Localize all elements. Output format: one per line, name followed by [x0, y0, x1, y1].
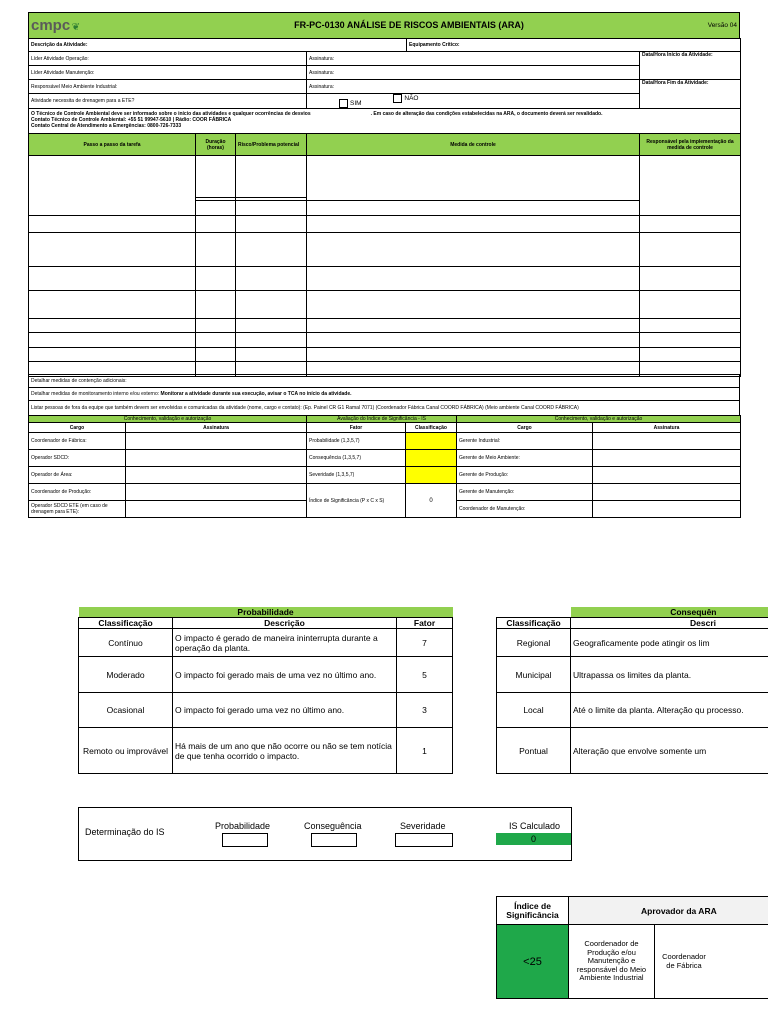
col-factor: Fator [397, 618, 453, 629]
consequence-description: Geograficamente pode atingir os lim [571, 629, 768, 657]
leader-operation-field[interactable]: Líder Atividade Operação: [29, 52, 307, 66]
probability-title: Probabilidade [79, 607, 453, 618]
page-title: FR-PC-0130 ANÁLISE DE RISCOS AMBIENTAIS (ARA) [143, 13, 675, 39]
signature-cell[interactable] [126, 467, 307, 484]
consequence-description: Ultrapassa os limites da planta. [571, 657, 768, 693]
probability-description: O impacto foi gerado uma vez no último ano. [173, 693, 397, 728]
consequence-description: Alteração que envolve somente um [571, 728, 768, 774]
approver-row: Coordenador de Produção: [29, 484, 126, 501]
left-section-title: Conhecimento, validação e autorização [29, 416, 307, 423]
signature-cell[interactable] [126, 501, 307, 518]
consequence-class: Municipal [497, 657, 571, 693]
logo-text: cmpc [31, 17, 71, 34]
significance-value: 0 [406, 484, 457, 518]
col-factor: Fator [307, 423, 406, 433]
col-classification: Classificação [406, 423, 457, 433]
approver-row: Operador SDCD: [29, 450, 126, 467]
col-control: Medida de controle [307, 134, 640, 156]
probability-input[interactable] [222, 833, 268, 847]
leader-maintenance-field[interactable]: Líder Atividade Manutenção: [29, 66, 307, 80]
col-description: Descri [571, 618, 768, 629]
form-header [28, 12, 740, 39]
signature-cell[interactable] [126, 433, 307, 450]
signature-cell[interactable] [593, 433, 741, 450]
start-datetime-field[interactable]: Data/Hora Início da Atividade: [640, 52, 741, 80]
containment-field[interactable]: Detalhar medidas de contenção adicionais: [29, 375, 740, 388]
version-label: Versão 04 [675, 13, 740, 39]
approver-row: Operador SDCD ETE (em caso de drenagem para ETE): [29, 501, 126, 518]
monitoring-field[interactable]: Detalhar medidas de monitoramento interno e/ou externo: Monitorar a atividade durante sua execução, avisar o TCA no início da atividade. [29, 388, 740, 401]
factor-probability: Probabilidade (1,3,5,7) [307, 433, 406, 450]
probability-factor: 3 [397, 693, 453, 728]
env-responsible-field[interactable]: Responsável Meio Ambiente Industrial: [29, 80, 307, 94]
probability-label: Probabilidade [215, 821, 271, 831]
logo [29, 13, 144, 39]
approver-row: Coordenador de Fábrica: [29, 433, 126, 450]
classification-severity-input[interactable] [406, 467, 457, 484]
approver-row: Gerente de Meio Ambiente: [457, 450, 593, 467]
is-calculated-label: IS Calculado [509, 821, 561, 831]
signature-cell[interactable] [126, 484, 307, 501]
no-checkbox[interactable] [393, 94, 402, 103]
approver-table [496, 896, 768, 999]
form-sheet [28, 12, 740, 518]
signature-cell[interactable] [593, 450, 741, 467]
approver-row: Gerente de Produção: [457, 467, 593, 484]
signature-operation-field[interactable]: Assinatura: [307, 52, 640, 66]
approver-row: Operador de Área: [29, 467, 126, 484]
middle-section-title: Avaliação do Índice de Significância - IS [307, 416, 457, 423]
signature-cell[interactable] [593, 501, 741, 518]
is-determination-box [78, 807, 572, 861]
signature-env-field[interactable]: Assinatura: [307, 80, 640, 94]
col-signature-right: Assinatura [593, 423, 741, 433]
probability-description: O impacto é gerado de maneira ininterrupta durante a operação da planta. [173, 629, 397, 657]
col-classification: Classificação [497, 618, 571, 629]
yes-checkbox[interactable] [339, 99, 348, 108]
probability-class: Contínuo [79, 629, 173, 657]
consequence-class: Local [497, 693, 571, 728]
col-cargo-right: Cargo [457, 423, 593, 433]
probability-factor: 5 [397, 657, 453, 693]
leaf-icon: ❦ [71, 22, 80, 33]
drainage-no-option[interactable]: NÃO [393, 94, 418, 103]
severity-input[interactable] [395, 833, 453, 847]
critical-equipment-field[interactable]: Equipamento Crítico: [407, 39, 741, 52]
probability-class: Ocasional [79, 693, 173, 728]
consequence-class: Regional [497, 629, 571, 657]
activity-info [28, 38, 741, 134]
col-classification: Classificação [79, 618, 173, 629]
task-table-header [29, 134, 741, 156]
is-calculated-value: 0 [496, 833, 571, 845]
consequence-title: Consequên [571, 607, 768, 618]
approver-table-viewport [496, 896, 768, 1000]
col-cargo-left: Cargo [29, 423, 126, 433]
right-section-title: Conhecimento, validação e autorização [457, 416, 741, 423]
col-risk: Risco/Problema potencial [236, 134, 307, 156]
probability-description: O impacto foi gerado mais de uma vez no último ano. [173, 657, 397, 693]
consequence-input[interactable] [311, 833, 357, 847]
task-table [28, 133, 741, 156]
col-signature-left: Assinatura [126, 423, 307, 433]
probability-factor: 7 [397, 629, 453, 657]
end-datetime-field[interactable]: Data/Hora Fim da Atividade: [640, 80, 741, 109]
classification-probability-input[interactable] [406, 433, 457, 450]
approver-secondary: Coordenador de Fábrica [655, 925, 768, 999]
task-table-body [28, 155, 740, 376]
index-header: Índice de Significância [497, 897, 569, 925]
signature-cell[interactable] [593, 467, 741, 484]
col-duration: Duração (horas) [196, 134, 236, 156]
approver-row: Coordenador de Manutenção: [457, 501, 593, 518]
approver-primary: Coordenador de Produção e/ou Manutenção e responsável do Meio Ambiente Industrial [569, 925, 655, 999]
approver-row: Gerente de Manutenção: [457, 484, 593, 501]
signature-cell[interactable] [593, 484, 741, 501]
factor-consequence: Consequência (1,3,5,7) [307, 450, 406, 467]
notice-block: O Técnico de Controle Ambiental deve ser informado sobre o início das atividades e qualquer ocorrências de desvios . Em caso de alteração das condições estabelecidas na ARA, o documento deverá ser revalidado. Contato Técnico de Controle Ambiental: +55 51 99947-5610 | Rádio: COOR FÁBRICA Contato Central de Atendimento a Emergências: 0800-726-7333 [29, 109, 741, 134]
classification-consequence-input[interactable] [406, 450, 457, 467]
consequence-description: Até o limite da planta. Alteração qu processo. [571, 693, 768, 728]
probability-class: Remoto ou improvável [79, 728, 173, 774]
probability-class: Moderado [79, 657, 173, 693]
drainage-question: Atividade necessita de drenagem para a ETE? [29, 94, 307, 109]
approval-table [28, 415, 741, 518]
probability-description: Há mais de um ano que não ocorre ou não se tem notícia de que tenha ocorrido o impacto. [173, 728, 397, 774]
consequence-table [496, 607, 768, 774]
consequence-table-viewport [496, 607, 768, 787]
drainage-yes-option[interactable]: SIM [339, 99, 362, 108]
drainage-options [307, 94, 640, 109]
col-description: Descrição [173, 618, 397, 629]
col-responsible: Responsável pela implementação da medida de controle [640, 134, 741, 156]
activity-description-field[interactable]: Descrição da Atividade: [29, 39, 407, 52]
consequence-label: Conseguência [304, 821, 362, 831]
probability-table [78, 607, 453, 774]
factor-severity: Severidade (1,3,5,7) [307, 467, 406, 484]
determination-label: Determinação do IS [85, 827, 165, 837]
approver-header: Aprovador da ARA [569, 897, 768, 925]
index-value: <25 [497, 925, 569, 999]
severity-label: Severidade [400, 821, 446, 831]
signature-cell[interactable] [126, 450, 307, 467]
consequence-class: Pontual [497, 728, 571, 774]
col-step: Passo a passo da tarefa [29, 134, 196, 156]
approver-row: Gerente Industrial: [457, 433, 593, 450]
notes-table [28, 374, 740, 416]
signature-maintenance-field[interactable]: Assinatura: [307, 66, 640, 80]
probability-factor: 1 [397, 728, 453, 774]
people-field[interactable]: Listar pessoas de fora da equipe que também devem ser envolvidas e comunicadas da atividade (nome, cargo e contato): (Ep. Painel CR G1 Ramal 7071) (Coordenador Fábrica Canal COORD FÁBRICA) (Meio ambiente Canal COORD FÁBRICA) [29, 401, 740, 416]
factor-significance: Índice de Significância (P x C x S) [307, 484, 406, 518]
